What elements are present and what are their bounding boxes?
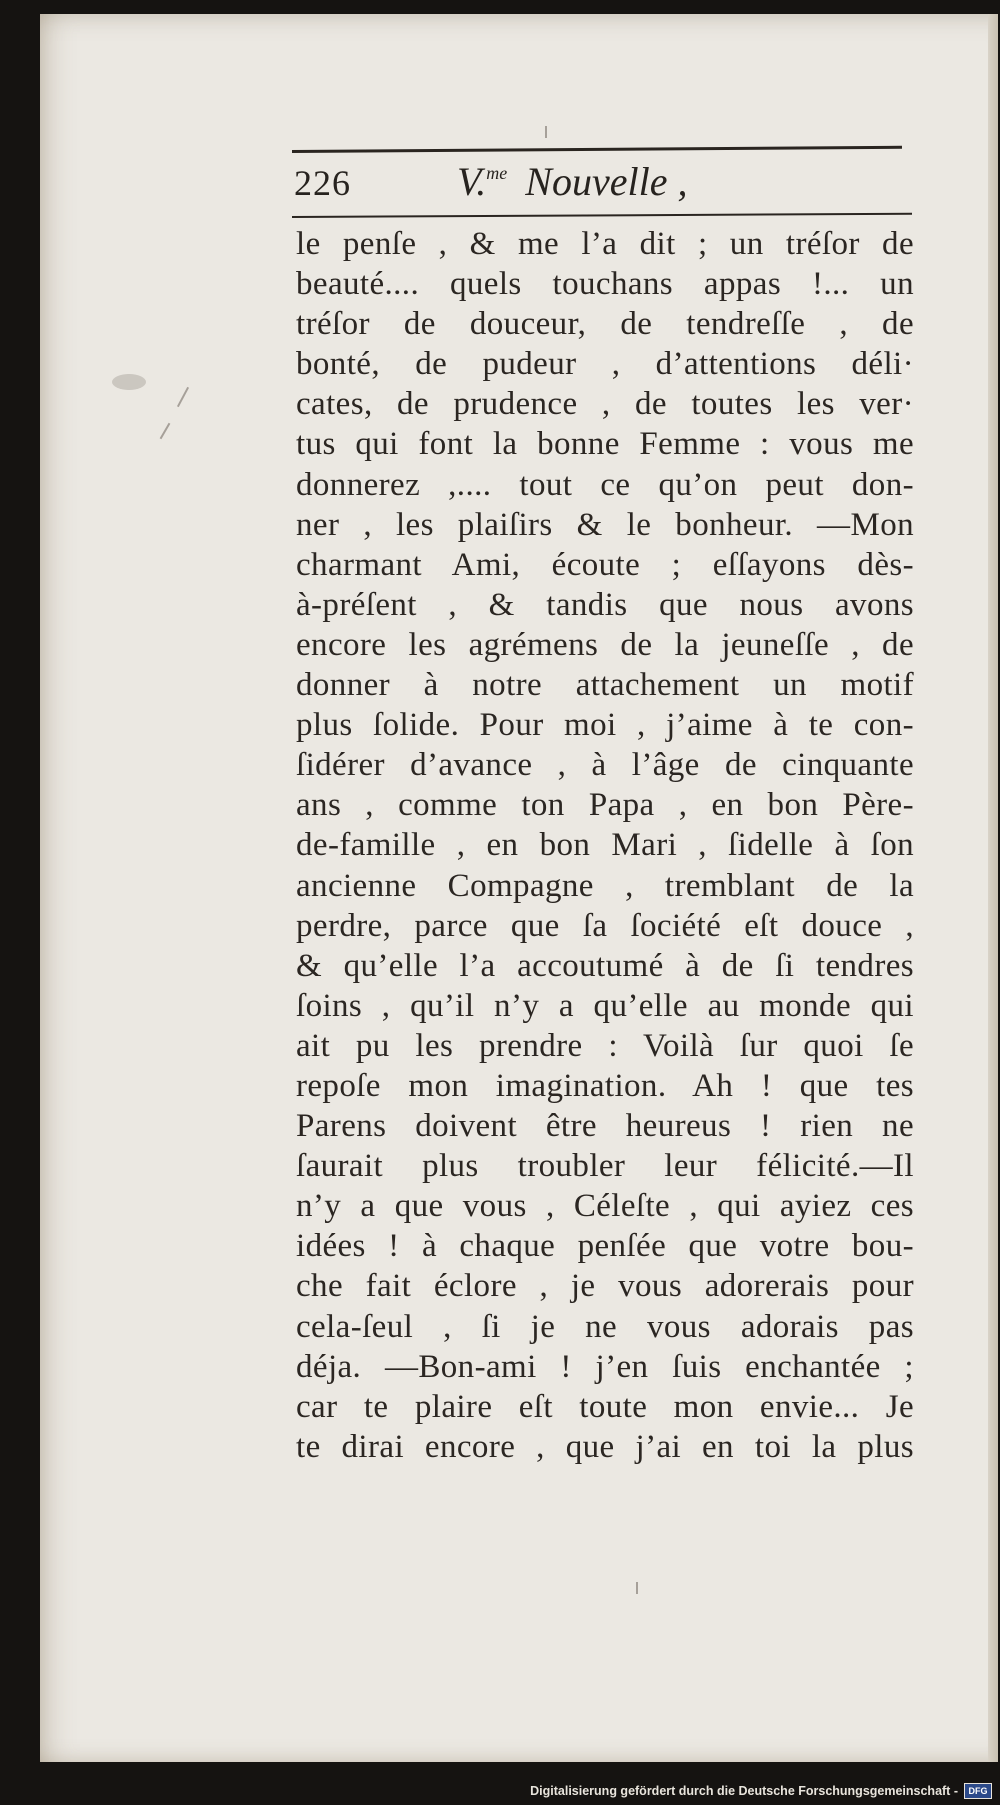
text-line: tréſor de douceur, de tendreſſe , de [296, 306, 914, 343]
text-line: che fait éclore , je vous adorerais pour [296, 1268, 914, 1305]
running-head [457, 158, 687, 205]
text-line: ſaurait plus troubler leur félicité.—Il [296, 1148, 914, 1185]
text-line: de-famille , en bon Mari , ſidelle à ſon [296, 827, 914, 864]
text-line: repoſe mon imagination. Ah ! que tes [296, 1067, 914, 1104]
running-head-numeral: V. [457, 159, 487, 204]
text-line: cates, de prudence , de toutes les ver· [296, 386, 914, 423]
body-text [296, 224, 926, 1467]
paper-speck [545, 126, 547, 138]
paper-speck [160, 423, 171, 440]
paper-speck [636, 1582, 638, 1594]
running-head-title: Nouvelle , [525, 159, 688, 204]
text-line: Parens doivent être heureus ! rien ne [296, 1108, 914, 1145]
paper-speck [112, 374, 146, 390]
page-edge [988, 14, 998, 1762]
text-line: n’y a que vous , Céleſte , qui ayiez ces [296, 1188, 914, 1225]
dfg-logo-icon: DFG [964, 1783, 992, 1799]
text-line: le penſe , & me l’a dit ; un tréſor de [296, 226, 914, 262]
digitization-credit: Digitalisierung gefördert durch die Deutsche Forschungsgemeinschaft - [530, 1784, 958, 1798]
text-line: idées ! à chaque penſée que votre bou- [296, 1228, 914, 1265]
text-line: beauté.... quels touchans appas !... un [296, 266, 914, 303]
paper-speck [177, 387, 189, 407]
header-rule-bottom [292, 213, 912, 218]
text-line: cela-ſeul , ſi je ne vous adorais pas [296, 1308, 914, 1345]
page-number: 226 [294, 163, 351, 203]
text-line: déja. —Bon-ami ! j’en ſuis enchantée ; [296, 1348, 914, 1385]
text-line: te dirai encore , que j’ai en toi la plus [296, 1428, 914, 1465]
page-header [292, 150, 912, 232]
text-line: à-préſent , & tandis que nous avons [296, 586, 914, 623]
text-line: car te plaire eſt toute mon envie... Je [296, 1388, 914, 1425]
text-line: encore les agrémens de la jeuneſſe , de [296, 626, 914, 663]
text-line: plus ſolide. Pour moi , j’aime à te con- [296, 707, 914, 744]
digitization-footer [530, 1783, 992, 1799]
text-line: perdre, parce que ſa ſociété eſt douce , [296, 907, 914, 944]
text-line: charmant Ami, écoute ; eſſayons dès- [296, 546, 914, 583]
text-line: ſidérer d’avance , à l’âge de cinquante [296, 747, 914, 784]
text-line: tus qui font la bonne Femme : vous me [296, 426, 914, 463]
text-line: donner à notre attachement un motif [296, 667, 914, 704]
text-line: ait pu les prendre : Voilà ſur quoi ſe [296, 1027, 914, 1064]
text-line: ner , les plaiſirs & le bonheur. —Mon [296, 506, 914, 543]
running-head-superscript: me [486, 163, 508, 183]
text-line: & qu’elle l’a accoutumé à de ſi tendres [296, 947, 914, 984]
text-line: bonté, de pudeur , d’attentions déli· [296, 346, 914, 383]
text-line: ans , comme ton Papa , en bon Père- [296, 787, 914, 824]
text-line: donnerez ,.... tout ce qu’on peut don- [296, 466, 914, 503]
text-line: ancienne Compagne , tremblant de la [296, 867, 914, 904]
text-line: ſoins , qu’il n’y a qu’elle au monde qui [296, 987, 914, 1024]
